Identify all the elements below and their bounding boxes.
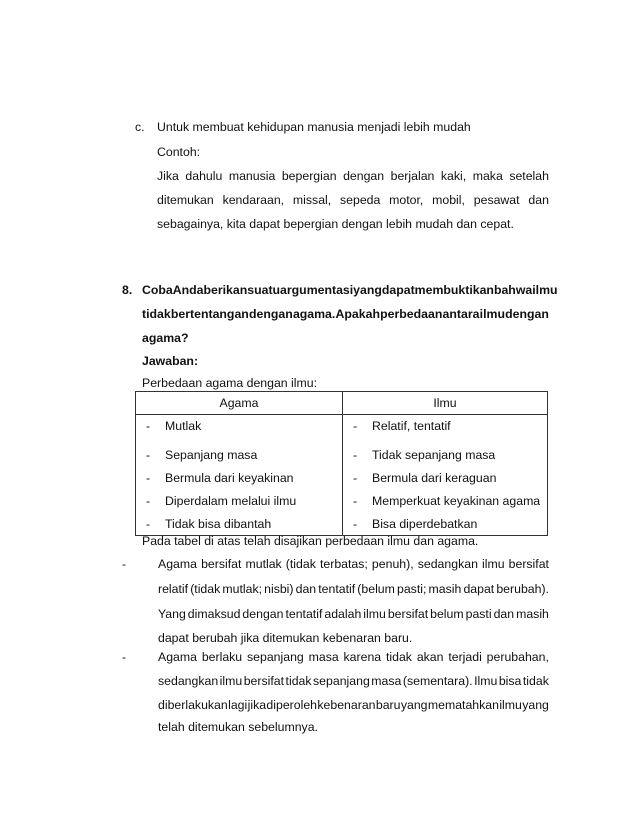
word: terjadi [448, 650, 482, 664]
word: mutlak; [222, 582, 263, 596]
word: ditemukan [157, 193, 214, 207]
word: dan [528, 193, 549, 207]
word: suatu [247, 283, 281, 297]
word: akan [416, 650, 444, 664]
word: Jika [157, 169, 179, 183]
word: perbedaan [380, 307, 443, 321]
ilmu-cell: Tidak sepanjang masa [372, 448, 496, 462]
word: bepergian [281, 169, 337, 183]
word: motor, [389, 193, 424, 207]
word: missal, [292, 193, 332, 207]
word: agama. [292, 307, 336, 321]
word: (sementara). [402, 674, 473, 688]
word: dengan [505, 307, 549, 321]
bullet-2-line-3 [158, 698, 549, 712]
word: tidak [285, 674, 312, 688]
word: argumentasi [280, 283, 354, 297]
question-line-3: agama? [142, 331, 189, 345]
word: pesawat [473, 193, 520, 207]
word: mematahkan [427, 698, 499, 712]
ilmu-cell: Bisa diperdebatkan [372, 517, 478, 531]
list-marker-c: c. [135, 120, 145, 134]
word: baru [375, 698, 401, 712]
word: dengan [242, 607, 284, 621]
word: Coba [142, 283, 173, 297]
example-line-1 [157, 169, 549, 183]
dash: - [353, 471, 358, 485]
dash: - [353, 448, 358, 462]
bullet-marker: - [122, 650, 127, 664]
word: pasti [465, 607, 492, 621]
word: tentatif [318, 582, 356, 596]
header-agama: Agama [136, 392, 343, 415]
agama-cell: Mutlak [165, 419, 202, 433]
word: ilmu [363, 607, 386, 621]
word: sepanjang [247, 650, 304, 664]
word: Agama [158, 557, 197, 571]
dash: - [353, 419, 358, 433]
word: sedangkan [158, 674, 219, 688]
dash: - [146, 517, 151, 531]
word: dengan [249, 307, 293, 321]
example-label: Contoh: [157, 145, 201, 159]
word: masih [428, 582, 462, 596]
word: Ilmu [474, 674, 498, 688]
bullet-1-line-2 [158, 582, 549, 596]
word: Yang [158, 607, 186, 621]
word: dapat [381, 283, 415, 297]
example-line-2 [157, 193, 549, 207]
word: mutlak [245, 557, 282, 571]
question-line-2 [142, 307, 549, 321]
word: masa [371, 674, 402, 688]
word: jika [247, 698, 267, 712]
bullet-1-line-1 [158, 557, 549, 571]
word: dan [493, 607, 515, 621]
word: diberlakukan [158, 698, 228, 712]
question-line-1 [142, 283, 558, 297]
word: Agama [158, 650, 197, 664]
agama-cell: Tidak bisa dibantah [165, 517, 272, 531]
word: (tidak [285, 557, 316, 571]
word: ilmu [219, 674, 243, 688]
word: bertentangan [170, 307, 249, 321]
word: berlaku [201, 650, 243, 664]
word: berjalan [390, 169, 435, 183]
word: masih [516, 607, 549, 621]
word: antara [442, 307, 480, 321]
word: berubah). [496, 582, 549, 596]
bullet-2-line-4: telah ditemukan sebelumnya. [158, 720, 318, 734]
bullet-1-line-3 [158, 607, 549, 621]
dash: - [146, 448, 151, 462]
word: bersifat [387, 607, 429, 621]
ilmu-cell: Memperkuat keyakinan agama [372, 494, 541, 508]
word: ilmu [499, 698, 522, 712]
section-c-heading: Untuk membuat kehidupan manusia menjadi lebih mudah [157, 120, 471, 134]
word: nisbi) [264, 582, 294, 596]
word: karena [343, 650, 382, 664]
word: diperoleh [266, 698, 318, 712]
word: (tidak [190, 582, 221, 596]
word: kebenaran [317, 698, 376, 712]
word: ilmu [532, 283, 558, 297]
ilmu-cell: Relatif, tentatif [372, 419, 451, 433]
bullet-2-line-1 [158, 650, 549, 664]
table-row [136, 512, 548, 536]
header-ilmu: Ilmu [343, 392, 548, 415]
word: manusia [228, 169, 276, 183]
word: sepeda [340, 193, 381, 207]
dash: - [146, 471, 151, 485]
word: Apakah [335, 307, 380, 321]
word: membuktikan [414, 283, 494, 297]
word: yang [522, 698, 549, 712]
word: bersifat [243, 674, 285, 688]
word: tidak [142, 307, 171, 321]
word: setelah [509, 169, 549, 183]
word: tidak [522, 674, 549, 688]
table-row [136, 443, 548, 466]
agama-cell: Bermula dari keyakinan [165, 471, 294, 485]
word: bersifat [201, 557, 242, 571]
word: kaki, [440, 169, 467, 183]
table-row [136, 466, 548, 489]
dash: - [353, 517, 358, 531]
word: yang [353, 283, 382, 297]
word: Anda [172, 283, 204, 297]
ilmu-cell: Bermula dari keraguan [372, 471, 497, 485]
word: sepanjang [313, 674, 370, 688]
example-line-3: sebagainya, kita dapat bepergian dengan lebih mudah dan cepat. [157, 217, 514, 231]
dash: - [353, 494, 358, 508]
table-summary: Pada tabel di atas telah disajikan perbedaan ilmu dan agama. [142, 534, 479, 548]
word: masa [308, 650, 339, 664]
answer-label: Jawaban: [142, 354, 199, 368]
bullet-1-line-4: dapat berubah jika ditemukan kebenaran baru. [158, 631, 413, 645]
table-row [136, 415, 548, 444]
word: lagi [228, 698, 248, 712]
word: mobil, [432, 193, 465, 207]
dash: - [146, 494, 151, 508]
agama-cell: Diperdalam melalui ilmu [165, 494, 297, 508]
word: bahwa [493, 283, 533, 297]
word: penuh), [371, 557, 414, 571]
word: dengan [343, 169, 385, 183]
word: kendaraan, [222, 193, 285, 207]
question-number: 8. [122, 283, 133, 297]
word: bisa [498, 674, 522, 688]
word: ilmu [479, 307, 505, 321]
word: maka [472, 169, 503, 183]
word: dan [295, 582, 317, 596]
word: dapat [463, 582, 495, 596]
word: adalah [324, 607, 362, 621]
bullet-marker: - [122, 557, 127, 571]
agama-cell: Sepanjang masa [165, 448, 258, 462]
word: perubahan, [486, 650, 549, 664]
table-intro: Perbedaan agama dengan ilmu: [142, 376, 318, 390]
word: dahulu [185, 169, 223, 183]
word: pasti; [397, 582, 427, 596]
word: terbatas; [319, 557, 368, 571]
word: dimaksud [187, 607, 241, 621]
word: yang [400, 698, 428, 712]
word: tentatif [285, 607, 323, 621]
word: sedangkan [417, 557, 478, 571]
bullet-2-line-2 [158, 674, 549, 688]
dash: - [146, 419, 151, 433]
word: ilmu [482, 557, 505, 571]
word: berikan [203, 283, 248, 297]
comparison-table [135, 391, 548, 536]
word: (belum [357, 582, 395, 596]
word: bersifat [508, 557, 549, 571]
table-row [136, 489, 548, 512]
word: tidak [385, 650, 412, 664]
word: belum [430, 607, 464, 621]
word: relatif [158, 582, 189, 596]
